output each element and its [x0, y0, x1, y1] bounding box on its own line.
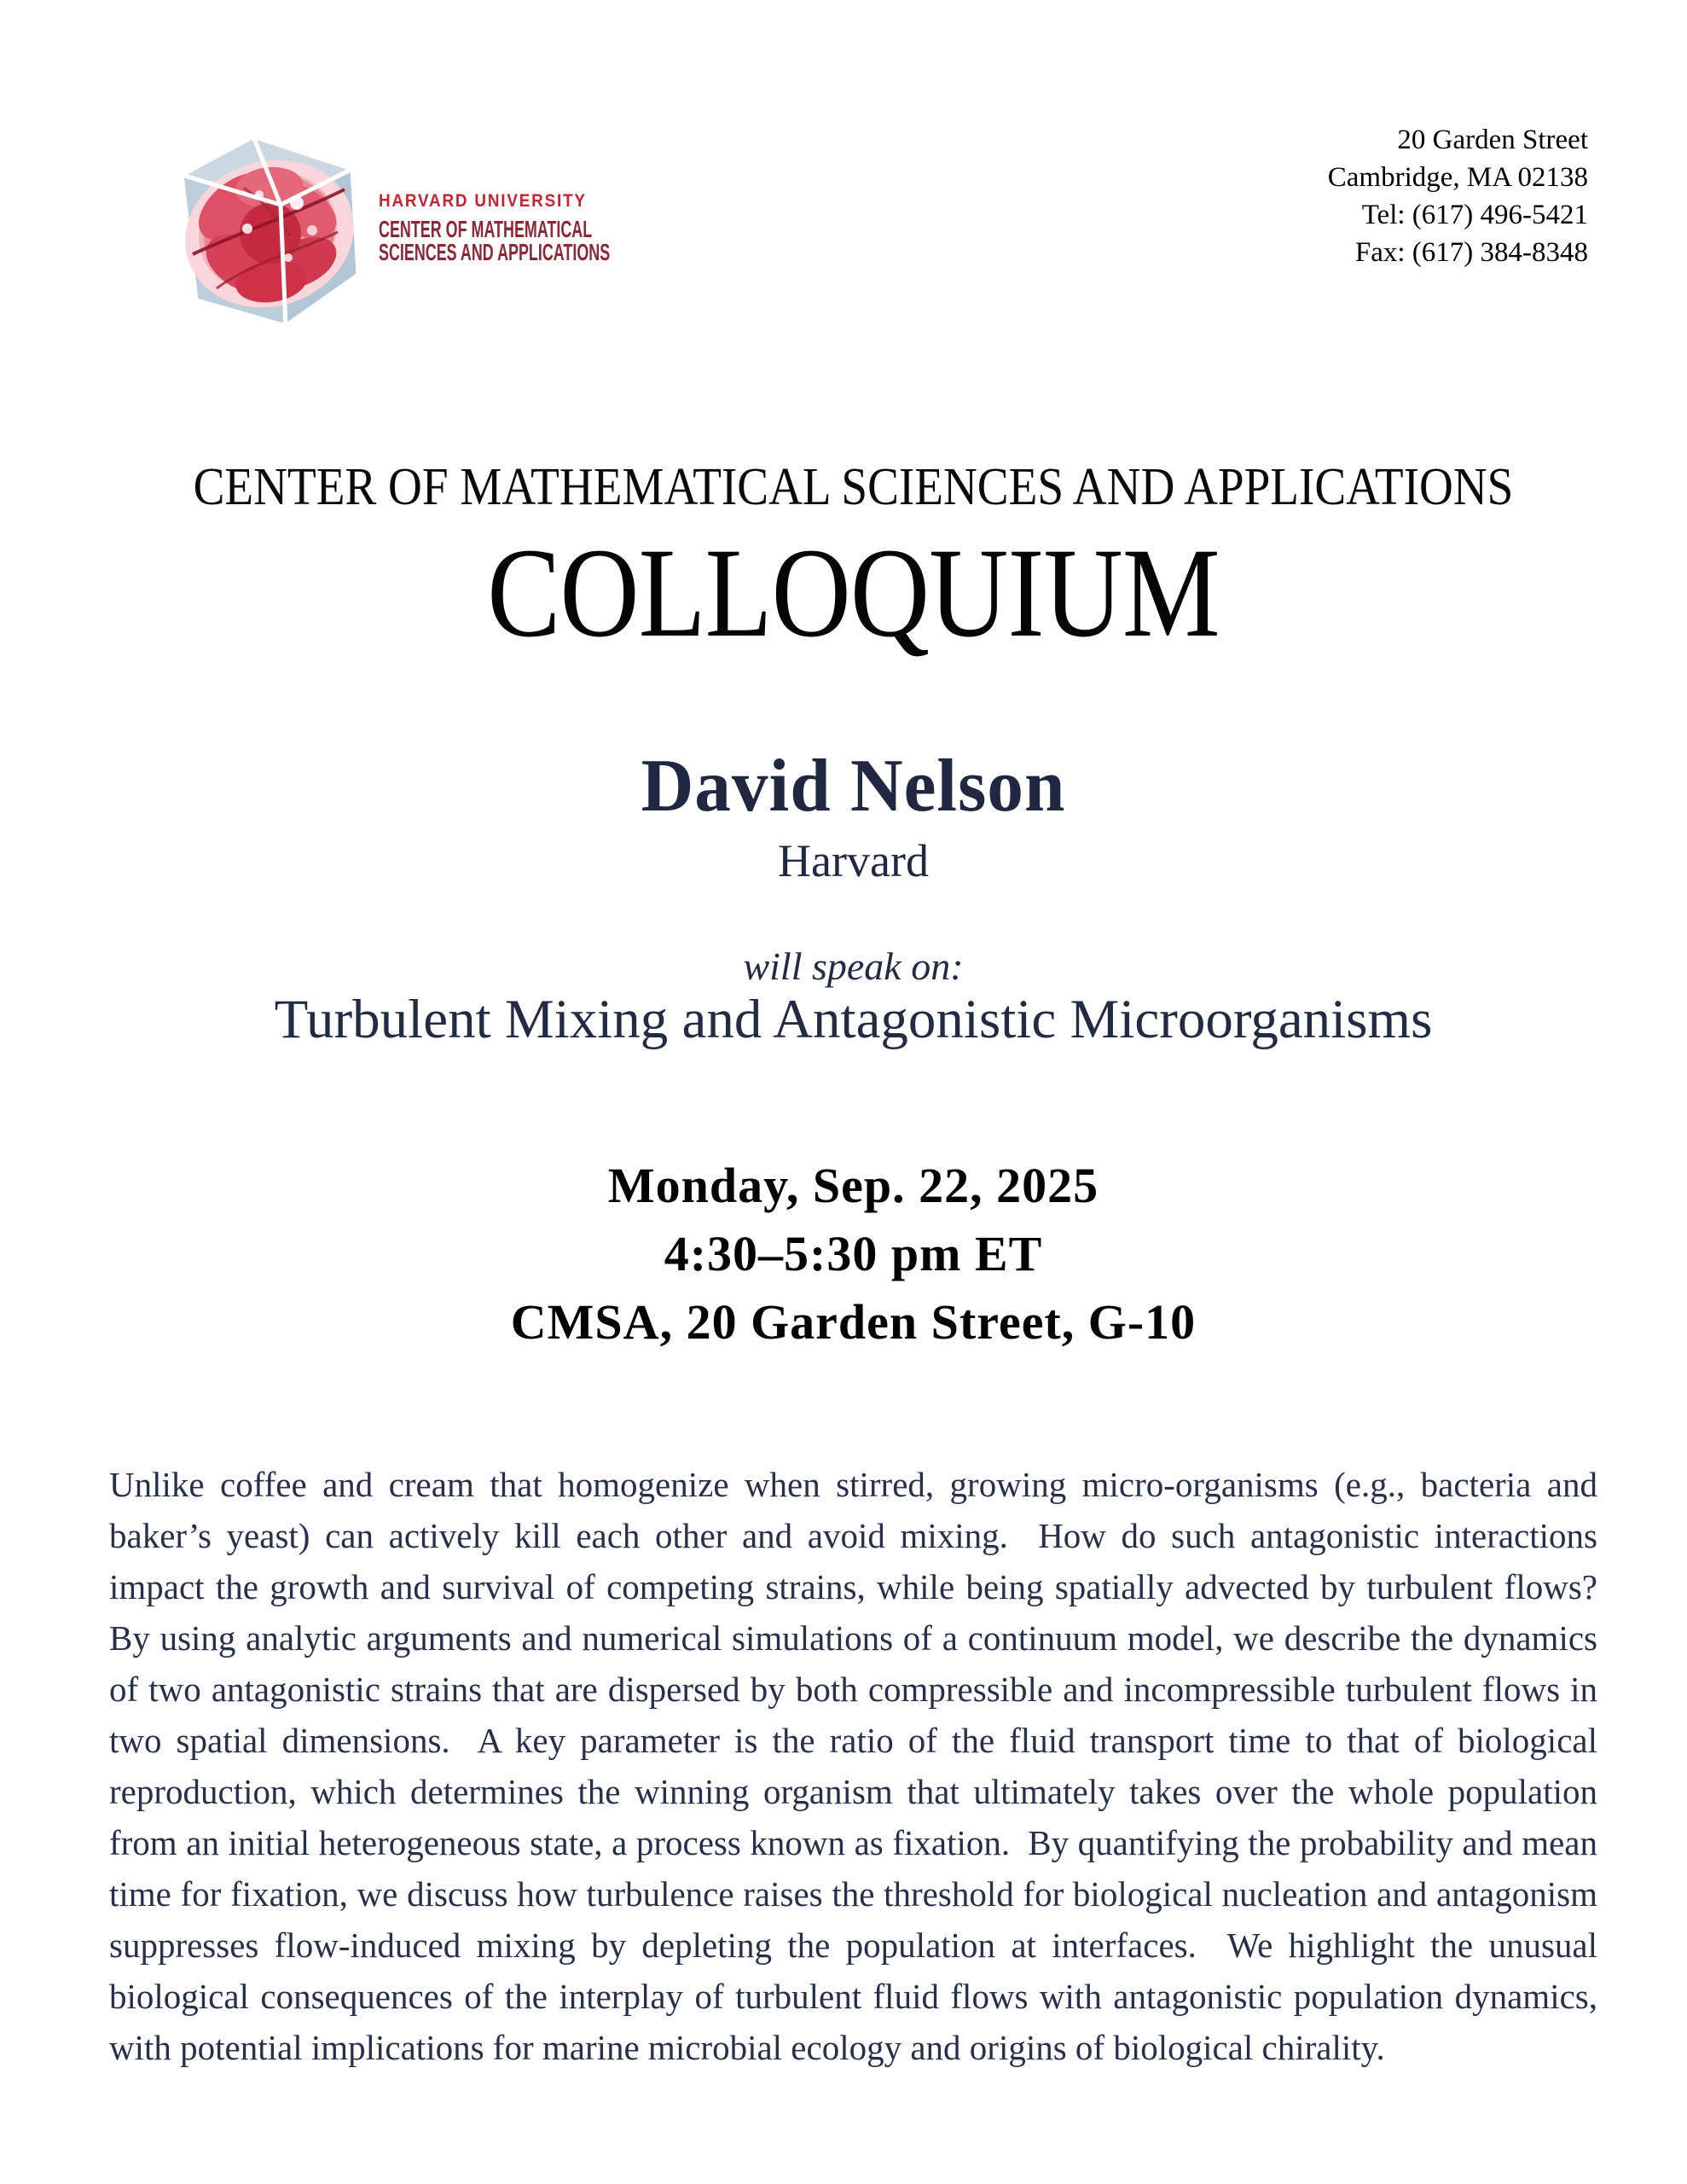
- contact-block: [1328, 121, 1588, 271]
- talk-lead-in: will speak on:: [743, 944, 964, 988]
- event-date: Monday, Sep. 22, 2025: [607, 1158, 1099, 1213]
- event-time: 4:30–5:30 pm ET: [664, 1226, 1043, 1281]
- event-when-where: [109, 1152, 1597, 1356]
- cmsa-cube-icon: [169, 128, 369, 333]
- contact-address-line1: 20 Garden Street: [1397, 125, 1588, 155]
- talk-title: Turbulent Mixing and Antagonistic Microorganisms: [274, 989, 1433, 1050]
- cmsa-wordmark: [379, 191, 740, 264]
- contact-fax: Fax: (617) 384-8348: [1354, 237, 1588, 268]
- speaker-affiliation: Harvard: [778, 835, 929, 886]
- contact-address-line2: Cambridge, MA 02138: [1327, 162, 1588, 193]
- wordmark-university: HARVARD UNIVERSITY: [379, 191, 587, 211]
- wordmark-center-line1: CENTER OF MATHEMATICAL: [379, 216, 593, 242]
- center-name-heading: CENTER OF MATHEMATICAL SCIENCES AND APPLICATIONS: [193, 458, 1514, 516]
- speaker-name: David Nelson: [641, 745, 1066, 828]
- event-type-heading: COLLOQUIUM: [487, 522, 1220, 664]
- event-location: CMSA, 20 Garden Street, G-10: [510, 1294, 1197, 1350]
- wordmark-center-line2: SCIENCES AND APPLICATIONS: [379, 239, 611, 265]
- talk-abstract: Unlike coffee and cream that homogenize when stirred, growing micro-organisms (e.g., bacteria and baker’s yeast) can actively kill each other and avoid mixing. How do such antagonistic interactions impact the growth and survival of competing strains, while being spatially advected by turbulent flows? By using analytic arguments and numerical simulations of a continuum model, we describe the dynamics of two antagonistic strains that are dispersed by both compressible and incompressible turbulent flows in two spatial dimensions. A key parameter is the ratio of the fluid transport time to that of biological reproduction, which determines the winning organism that ultimately takes over the whole population from an initial heterogeneous state, a process known as fixation. By quantifying the probability and mean time for fixation, we discuss how turbulence raises the threshold for biological nucleation and antagonism suppresses flow-induced mixing by depleting the population at interfaces. We highlight the unusual biological consequences of the interplay of turbulent fluid flows with antagonistic population dynamics, with potential implications for marine microbial ecology and origins of biological chirality.: [109, 1465, 1615, 2067]
- contact-tel: Tel: (617) 496-5421: [1361, 200, 1588, 230]
